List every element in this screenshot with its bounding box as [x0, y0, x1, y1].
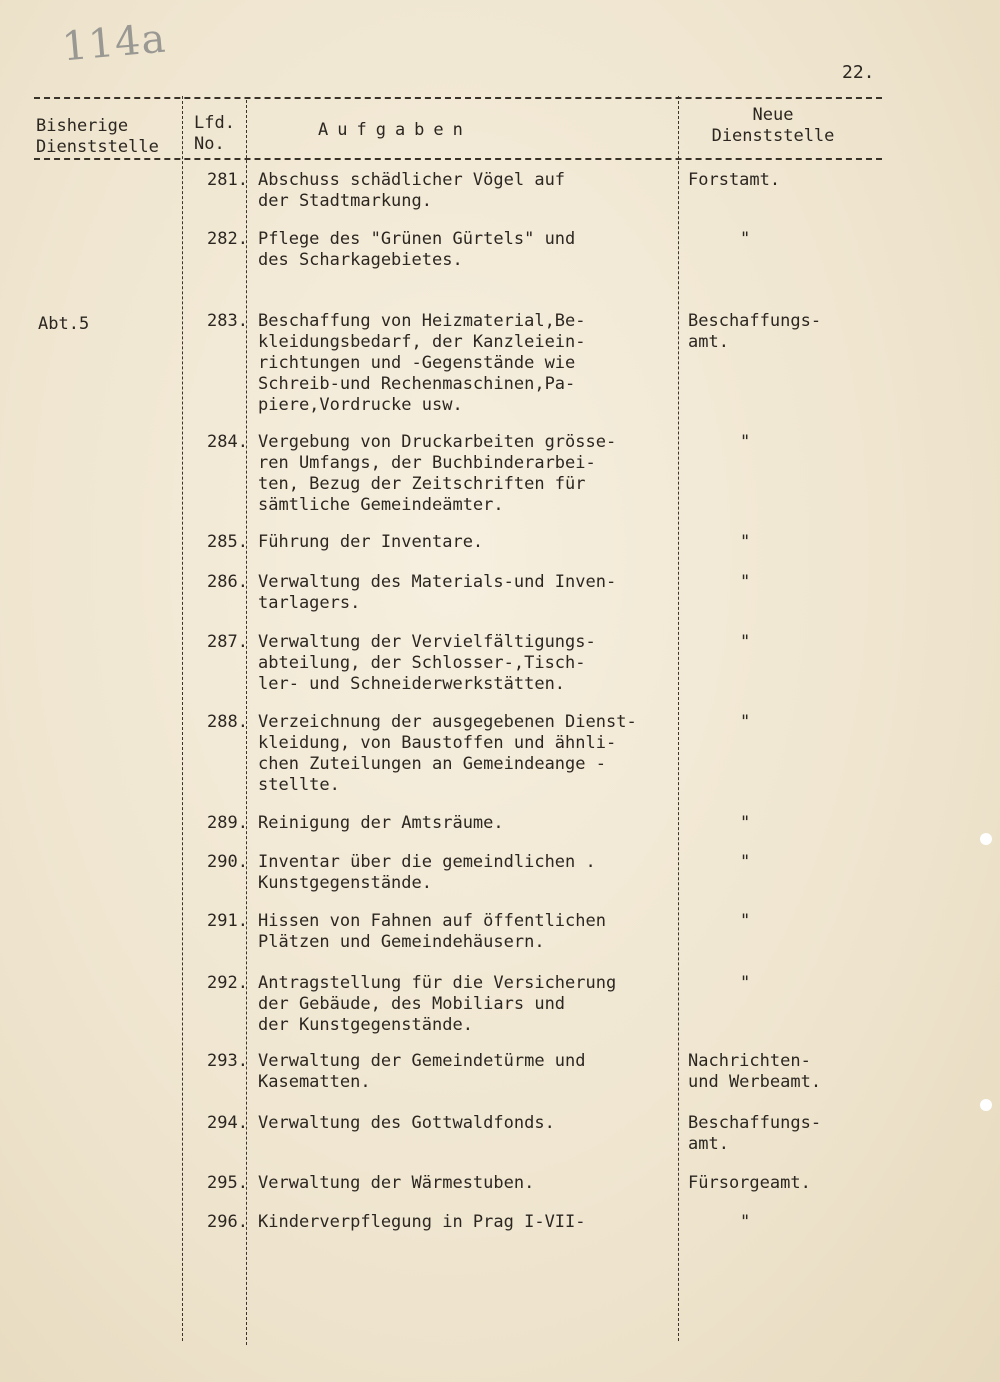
- ditto-mark: ": [740, 973, 751, 993]
- ditto-mark: ": [740, 229, 751, 249]
- task-description: Verwaltung des Gottwaldfonds.: [258, 1113, 555, 1133]
- task-description: Antragstellung für die Versicherung der Gebäude, des Mobiliars und der Kunstgegenstände.: [258, 973, 617, 1035]
- ditto-mark: ": [740, 911, 751, 931]
- row-number: 281.: [207, 170, 248, 190]
- task-description: Verwaltung des Materials-und Inven- tarlagers.: [258, 572, 617, 613]
- row-number: 289.: [207, 813, 248, 833]
- header-serial-no: Lfd. No.: [194, 113, 235, 154]
- row-number: 294.: [207, 1113, 248, 1133]
- new-office: Nachrichten- und Werbeamt.: [688, 1051, 822, 1092]
- task-description: Vergebung von Druckarbeiten grösse- ren Umfangs, der Buchbinderarbei- ten, Bezug der Zeitschriften für sämtliche Gemeindeämter.: [258, 432, 617, 515]
- handwritten-archive-number: 114a: [60, 15, 169, 71]
- task-description: Kinderverpflegung in Prag I-VII-: [258, 1212, 586, 1232]
- ditto-mark: ": [740, 632, 751, 652]
- ditto-mark: ": [740, 532, 751, 552]
- row-number: 282.: [207, 229, 248, 249]
- department-label: Abt.5: [38, 314, 90, 334]
- row-number: 283.: [207, 311, 248, 331]
- row-number: 295.: [207, 1173, 248, 1193]
- task-description: Abschuss schädlicher Vögel auf der Stadtmarkung.: [258, 170, 566, 211]
- task-description: Verwaltung der Vervielfältigungs- abteilung, der Schlosser-,Tisch- ler- und Schneiderwerkstätten.: [258, 632, 596, 694]
- ditto-mark: ": [740, 852, 751, 872]
- task-description: Verzeichnung der ausgegebenen Dienst- kleidung, von Baustoffen und ähnli- chen Zuteilungen an Gemeindeange - stellte.: [258, 712, 637, 795]
- header-bottom-rule: [34, 158, 882, 160]
- new-office: Beschaffungs- amt.: [688, 1113, 822, 1154]
- punch-hole: [980, 833, 992, 845]
- ditto-mark: ": [740, 572, 751, 592]
- task-description: Hissen von Fahnen auf öffentlichen Plätzen und Gemeindehäusern.: [258, 911, 606, 952]
- new-office: Fürsorgeamt.: [688, 1173, 811, 1193]
- row-number: 292.: [207, 973, 248, 993]
- punch-hole: [980, 1099, 992, 1111]
- task-description: Führung der Inventare.: [258, 532, 484, 552]
- row-number: 293.: [207, 1051, 248, 1071]
- row-number: 291.: [207, 911, 248, 931]
- row-number: 285.: [207, 532, 248, 552]
- task-description: Reinigung der Amtsräume.: [258, 813, 504, 833]
- new-office: Beschaffungs- amt.: [688, 311, 822, 352]
- task-description: Verwaltung der Wärmestuben.: [258, 1173, 535, 1193]
- row-number: 287.: [207, 632, 248, 652]
- ditto-mark: ": [740, 712, 751, 732]
- ditto-mark: ": [740, 813, 751, 833]
- column-divider-1: [182, 96, 183, 1341]
- header-new-office: Neue Dienststelle: [711, 105, 835, 146]
- task-description: Verwaltung der Gemeindetürme und Kasematten.: [258, 1051, 586, 1092]
- ditto-mark: ": [740, 432, 751, 452]
- row-number: 286.: [207, 572, 248, 592]
- task-description: Inventar über die gemeindlichen . Kunstgegenstände.: [258, 852, 596, 893]
- table-top-rule: [34, 97, 882, 99]
- row-number: 284.: [207, 432, 248, 452]
- header-tasks: Aufgaben: [318, 120, 472, 140]
- ditto-mark: ": [740, 1212, 751, 1232]
- row-number: 290.: [207, 852, 248, 872]
- task-description: Beschaffung von Heizmaterial,Be- kleidungsbedarf, der Kanzleiein- richtungen und -Gegenstände wie Schreib-und Rechenmaschinen,Pa- piere,Vordrucke usw.: [258, 311, 586, 415]
- row-number: 288.: [207, 712, 248, 732]
- new-office: Forstamt.: [688, 170, 781, 190]
- page-number: 22.: [842, 62, 875, 83]
- task-description: Pflege des "Grünen Gürtels" und des Scharkagebietes.: [258, 229, 576, 270]
- header-previous-office: Bisherige Dienststelle: [36, 116, 159, 157]
- row-number: 296.: [207, 1212, 248, 1232]
